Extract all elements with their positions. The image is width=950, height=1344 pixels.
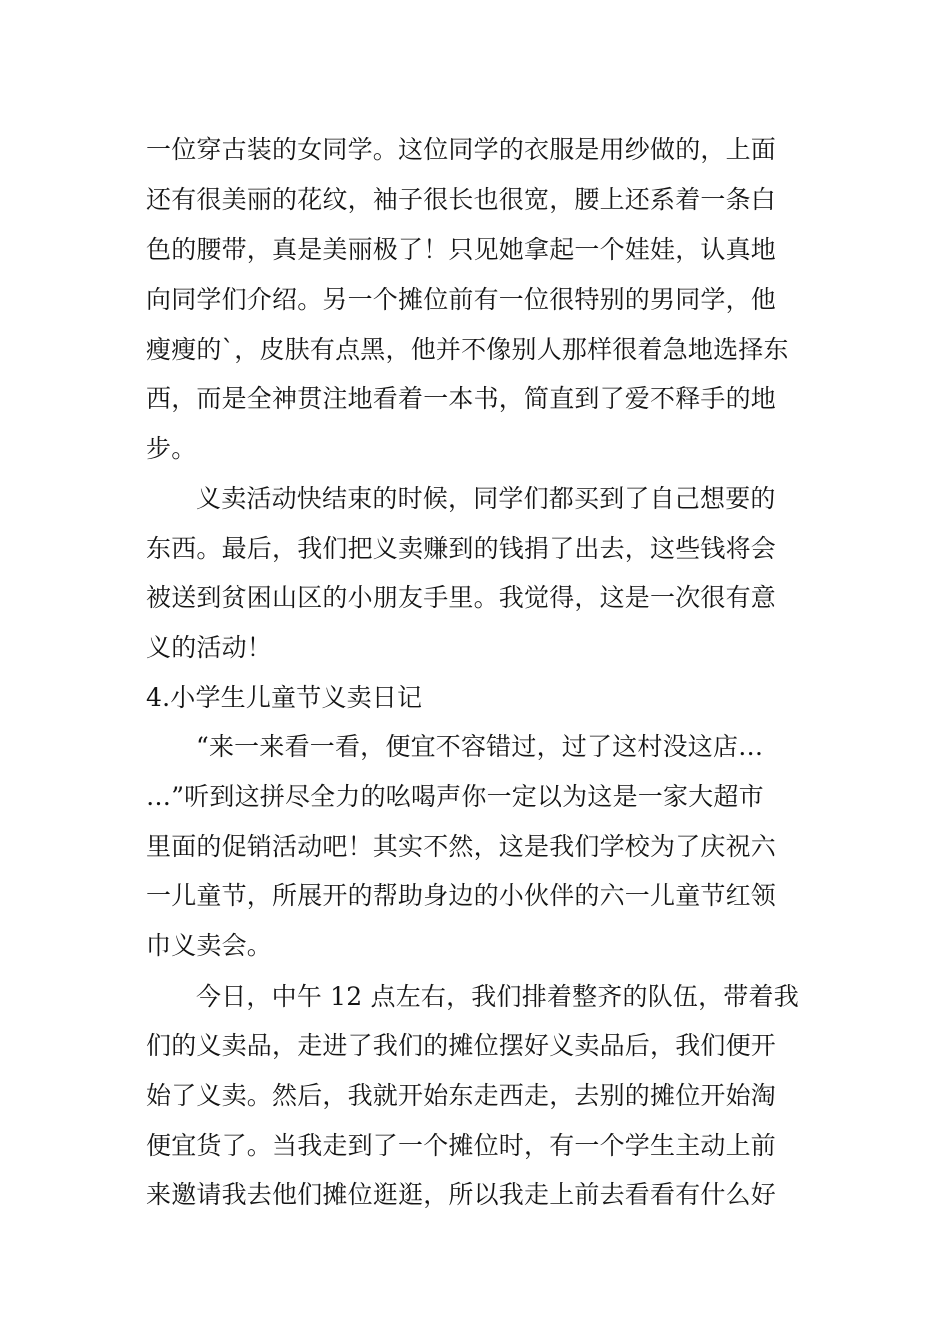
text-line: 一位穿古装的女同学。这位同学的衣服是用纱做的，上面	[146, 135, 777, 164]
text-line: 来邀请我去他们摊位逛逛，所以我走上前去看看有什么好	[146, 1180, 777, 1209]
text-line: 瘦瘦的`，皮肤有点黑，他并不像别人那样很着急地选择东	[146, 335, 789, 364]
text-line: 们的义卖品，走进了我们的摊位摆好义卖品后，我们便开	[146, 1031, 777, 1060]
text-line: 色的腰带，真是美丽极了！只见她拿起一个娃娃，认真地	[146, 235, 777, 264]
text-line: 还有很美丽的花纹，袖子很长也很宽，腰上还系着一条白	[146, 185, 777, 214]
text-line: 巾义卖会。	[146, 931, 273, 960]
text-line: “来一来看一看，便宜不容错过，过了这村没这店…	[196, 732, 764, 761]
text-line: 义的活动！	[146, 633, 273, 662]
text-line: 向同学们介绍。另一个摊位前有一位很特别的男同学，他	[146, 285, 777, 314]
text-line: 步。	[146, 434, 197, 463]
text-line: 今日，中午 12 点左右，我们排着整齐的队伍，带着我	[196, 982, 799, 1011]
text-line: 被送到贫困山区的小朋友手里。我觉得，这是一次很有意	[146, 583, 777, 612]
text-line: 里面的促销活动吧！其实不然，这是我们学校为了庆祝六	[146, 832, 777, 861]
text-line: 一儿童节，所展开的帮助身边的小伙伴的六一儿童节红领	[146, 881, 777, 910]
text-line: 西，而是全神贯注地看着一本书，简直到了爱不释手的地	[146, 384, 777, 413]
text-line: …”听到这拼尽全力的吆喝声你一定以为这是一家大超市	[146, 782, 764, 811]
text-line: 便宜货了。当我走到了一个摊位时，有一个学生主动上前	[146, 1131, 777, 1160]
text-line: 始了义卖。然后，我就开始东走西走，去别的摊位开始淘	[146, 1081, 777, 1110]
text-line: 东西。最后，我们把义卖赚到的钱捐了出去，这些钱将会	[146, 534, 777, 563]
section-heading: 4.小学生儿童节义卖日记	[146, 683, 423, 712]
text-line: 义卖活动快结束的时候，同学们都买到了自己想要的	[196, 484, 776, 513]
